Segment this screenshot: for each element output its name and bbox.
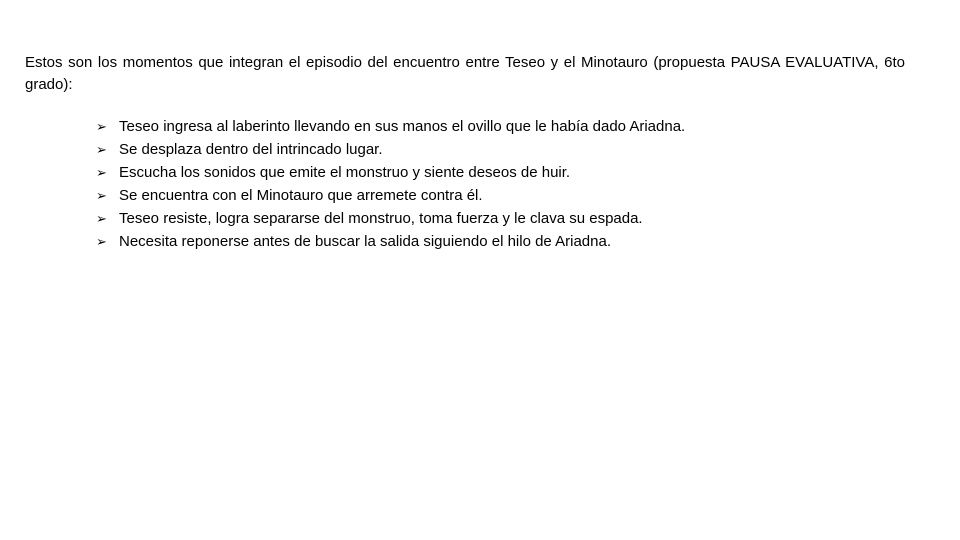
list-item — [96, 116, 685, 139]
arrow-bullet-icon: ➢ — [96, 212, 107, 227]
moments-list — [96, 116, 685, 254]
list-item — [96, 185, 685, 208]
list-item-text: Teseo ingresa al laberinto llevando en sus manos el ovillo que le había dado Ariadna. — [119, 118, 686, 135]
intro-paragraph: Estos son los momentos que integran el episodio del encuentro entre Teseo y el Minotauro (propuesta PAUSA EVALUATIVA, 6to grado): — [25, 54, 905, 93]
list-item-text: Se desplaza dentro del intrincado lugar. — [119, 141, 383, 158]
arrow-bullet-icon: ➢ — [96, 120, 107, 135]
list-item-text: Se encuentra con el Minotauro que arremete contra él. — [119, 187, 483, 204]
list-item — [96, 208, 685, 231]
arrow-bullet-icon: ➢ — [96, 189, 107, 204]
arrow-bullet-icon: ➢ — [96, 235, 107, 250]
list-item-text: Escucha los sonidos que emite el monstruo y siente deseos de huir. — [119, 164, 571, 181]
arrow-bullet-icon: ➢ — [96, 143, 107, 158]
list-item — [96, 139, 685, 162]
list-item-text: Necesita reponerse antes de buscar la salida siguiendo el hilo de Ariadna. — [119, 233, 611, 250]
list-item — [96, 231, 685, 254]
list-item-text: Teseo resiste, logra separarse del monstruo, toma fuerza y le clava su espada. — [119, 210, 643, 227]
arrow-bullet-icon: ➢ — [96, 166, 107, 181]
list-item — [96, 162, 685, 185]
